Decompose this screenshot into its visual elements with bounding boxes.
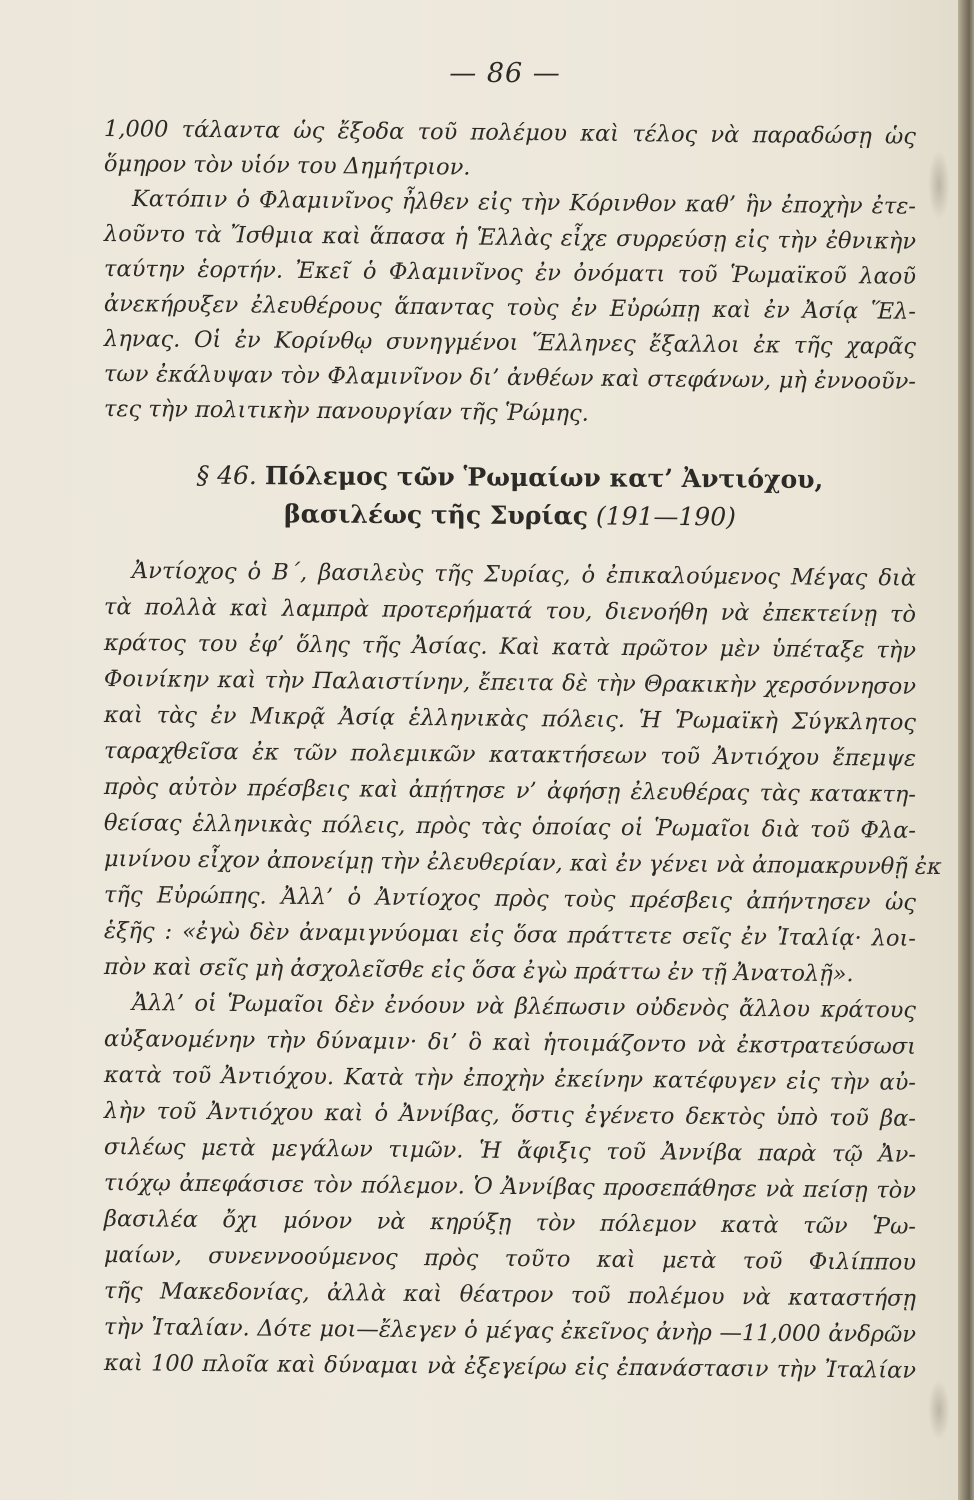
text-line: λὴν τοῦ Ἀντιόχου καὶ ὁ Ἀννίβας, ὅστις ἐγένετο δεκτὸς ὑπὸ τοῦ βα- [103,1098,917,1132]
text-line: κράτος του ἐφ’ ὅλης τῆς Ἀσίας. Καὶ κατὰ πρῶτον μὲν ὑπέταξε τὴν [103,630,917,664]
text-line: σιλέως μετὰ μεγάλων τιμῶν. Ἡ ἄφιξις τοῦ Ἀννίβα παρὰ τῷ Ἀν- [103,1134,917,1168]
text-line: τες τὴν πολιτικὴν πανουργίαν τῆς Ῥώμης. [103,396,589,427]
section-heading-line-2 [104,495,916,537]
text-line: τὰ πολλὰ καὶ λαμπρὰ προτερήματά του, διενοήθη νὰ ἐπεκτείνῃ τὸ [103,594,917,628]
page-stain [928,1380,950,1440]
text-line: καὶ τὰς ἐν Μικρᾷ Ἀσίᾳ ἑλληνικὰς πόλεις. Ἡ Ῥωμαϊκὴ Σύγκλητος [103,702,917,736]
text-line: ἀνεκήρυξεν ἐλευθέρους ἅπαντας τοὺς ἐν Εὐρώπῃ καὶ ἐν Ἀσίᾳ Ἕλ- [103,291,917,325]
text-line: θείσας ἑλληνικὰς πόλεις, πρὸς τὰς ὁποίας οἱ Ῥωμαῖοι διὰ τοῦ Φλα- [103,810,917,844]
text-line: τιόχῳ ἀπεφάσισε τὸν πόλεμον. Ὁ Ἀννίβας προσεπάθησε νὰ πείσῃ τὸν [103,1170,917,1204]
text-line: τὴν Ἰταλίαν. Δότε μοι—ἔλεγεν ὁ μέγας ἐκεῖνος ἀνὴρ —11,000 ἀνδρῶν [103,1314,917,1348]
text-line: ταύτην ἑορτήν. Ἐκεῖ ὁ Φλαμινῖνος ἐν ὀνόματι τοῦ Ῥωμαϊκοῦ λαοῦ [103,256,917,290]
page-number: — 86 — [449,58,561,89]
text-line: Ἀντίοχος ὁ Β΄, βασιλεὺς τῆς Συρίας, ὁ ἐπικαλούμενος Μέγας διὰ [131,558,917,592]
text-line: ληνας. Οἱ ἐν Κορίνθῳ συνηγμένοι Ἕλληνες ἔξαλλοι ἐκ τῆς χαρᾶς [103,326,917,360]
text-line: μινίνου εἶχον ἀπονείμῃ τὴν ἐλευθερίαν, καὶ ἐν γένει νὰ ἀπομακρυνθῇ ἐκ [103,846,942,881]
text-line: ὅμηρον τὸν υἱόν του Δημήτριον. [103,151,471,181]
text-line: πρὸς αὐτὸν πρέσβεις καὶ ἀπῄτησε ν’ ἀφήσῃ ἐλευθέρας τὰς κατακτη- [103,774,917,808]
section-number: § 46. [196,460,258,491]
text-line: καὶ 100 πλοῖα καὶ δύναμαι νὰ ἐξεγείρω εἰς ἐπανάστασιν τὴν Ἰταλίαν [103,1350,917,1384]
book-binding-edge [958,0,974,1500]
text-line: Κατόπιν ὁ Φλαμινῖνος ἦλθεν εἰς τὴν Κόρινθον καθ’ ἣν ἐποχὴν ἐτε- [131,186,917,220]
text-line: τῆς Εὐρώπης. Ἀλλ’ ὁ Ἀντίοχος πρὸς τοὺς πρέσβεις ἀπήντησεν ὡς [103,882,917,916]
text-line: ταραχθεῖσα ἐκ τῶν πολεμικῶν κατακτήσεων τοῦ Ἀντιόχου ἔπεμψε [103,738,917,772]
page-stain [928,150,950,220]
text-line: Φοινίκην καὶ τὴν Παλαιστίνην, ἔπειτα δὲ τὴν Θρακικὴν χερσόννησον [103,666,917,700]
text-line: ἑξῆς : «ἐγὼ δὲν ἀναμιγνύομαι εἰς ὅσα πράττετε σεῖς ἐν Ἰταλίᾳ· λοι- [103,918,917,952]
text-line: Ἀλλ’ οἱ Ῥωμαῖοι δὲν ἐνόουν νὰ βλέπωσιν οὐδενὸς ἄλλου κράτους [131,990,917,1024]
text-line: λοῦντο τὰ Ἴσθμια καὶ ἅπασα ἡ Ἑλλὰς εἶχε συρρεύσῃ εἰς τὴν ἐθνικὴν [103,221,917,255]
section-title: Πόλεμος τῶν Ῥωμαίων κατ’ Ἀντιόχου, [264,461,824,495]
section-heading-line-1 [104,457,916,499]
section-subtitle: βασιλέως τῆς Συρίας [283,499,589,531]
text-line: βασιλέα ὄχι μόνον νὰ κηρύξῃ τὸν πόλεμον κατὰ τῶν Ῥω- [103,1206,917,1240]
text-line: πὸν καὶ σεῖς μὴ ἀσχολεῖσθε εἰς ὅσα ἐγὼ πράττω ἐν τῇ Ἀνατολῇ». [103,954,854,988]
text-line: κατὰ τοῦ Ἀντιόχου. Κατὰ τὴν ἐποχὴν ἐκείνην κατέφυγεν εἰς τὴν αὐ- [103,1062,917,1096]
section-dates: (191—190) [595,501,737,532]
text-line: μαίων, συνεννοούμενος πρὸς τοῦτο καὶ μετὰ τοῦ Φιλίππου [103,1242,917,1276]
text-line: των ἐκάλυψαν τὸν Φλαμινῖνον δι’ ἀνθέων καὶ στεφάνων, μὴ ἐννοοῦν- [103,361,917,395]
text-line: τῆς Μακεδονίας, ἀλλὰ καὶ θέατρον τοῦ πολέμου νὰ καταστήσῃ [103,1278,917,1312]
text-line: αὐξανομένην τὴν δύναμιν· δι’ ὃ καὶ ἡτοιμάζοντο νὰ ἐκστρατεύσωσι [103,1026,917,1060]
text-line: 1,000 τάλαντα ὡς ἔξοδα τοῦ πολέμου καὶ τέλος νὰ παραδώσῃ ὡς [103,116,917,150]
